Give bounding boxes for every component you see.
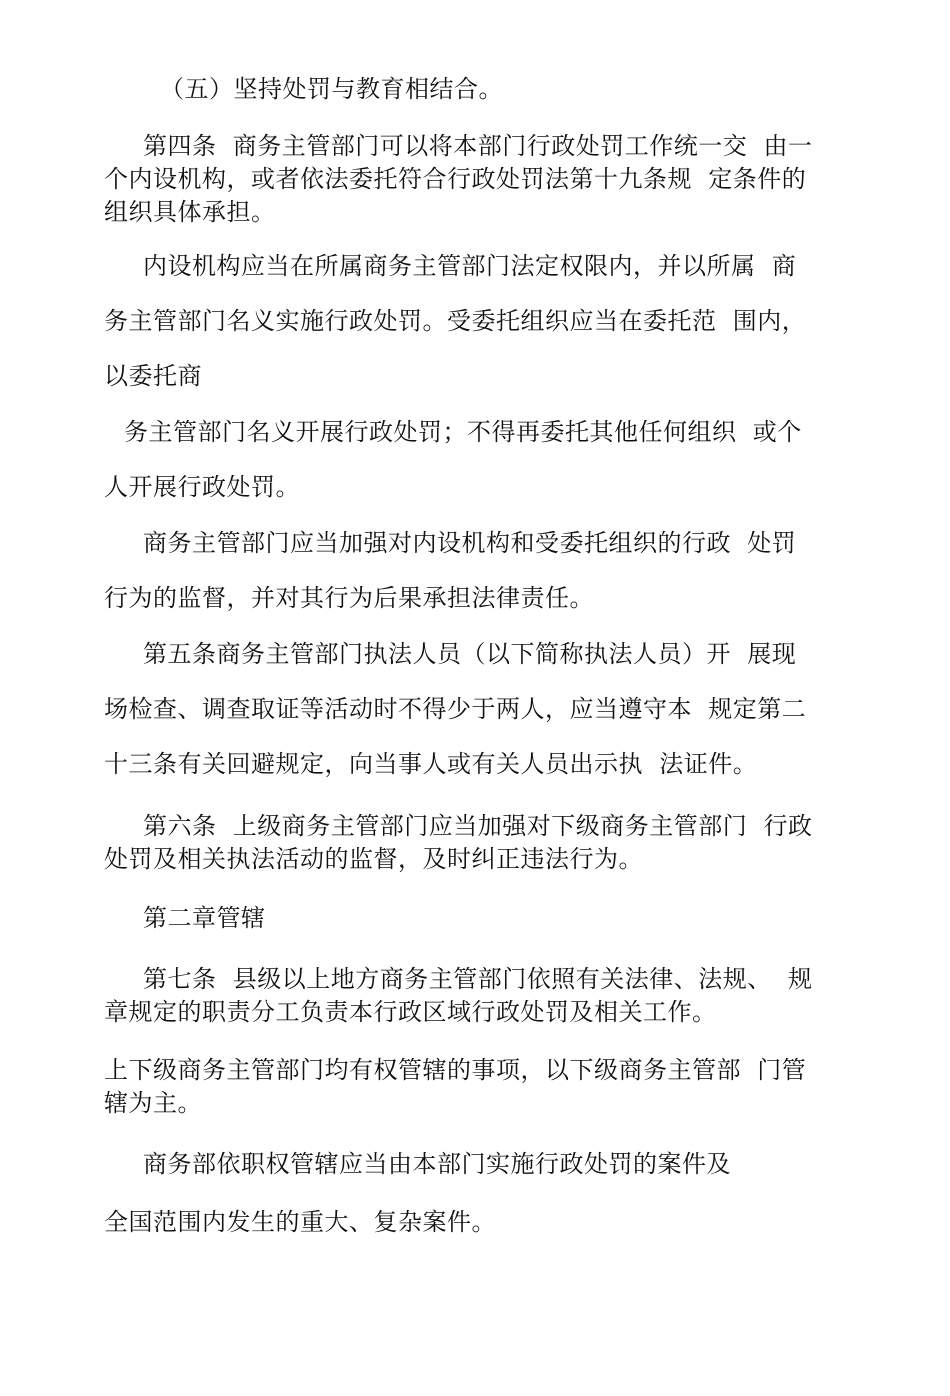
text-line: 场检查、调查取证等活动时不得少于两人，应当遵守本 规定第二 (104, 695, 807, 723)
text-line: 组织具体承担。 (104, 198, 276, 226)
text-line: 全国范围内发生的重大、复杂案件。 (104, 1208, 496, 1236)
text-line: 第七条 县级以上地方商务主管部门依照有关法律、法规、 规 (143, 965, 813, 993)
text-line: 以委托商 (104, 362, 202, 390)
text-line: 行为的监督，并对其行为后果承担法律责任。 (104, 584, 594, 612)
text-line: 商务主管部门应当加强对内设机构和受委托组织的行政 处罚 (143, 529, 797, 557)
text-line: 务主管部门名义实施行政处罚。受委托组织应当在委托范 围内， (104, 307, 807, 335)
section-heading: 第二章管辖 (143, 904, 266, 932)
text-line: 人开展行政处罚。 (104, 473, 300, 501)
text-line: 第六条 上级商务主管部门应当加强对下级商务主管部门 行政 (143, 812, 813, 840)
text-line: 个内设机构，或者依法委托符合行政处罚法第十九条规 定条件的 (104, 165, 807, 193)
text-line: 第四条 商务主管部门可以将本部门行政处罚工作统一交 由一 (143, 132, 813, 160)
text-line: 章规定的职责分工负责本行政区域行政处罚及相关工作。 (104, 998, 717, 1026)
text-line: 上下级商务主管部门均有权管辖的事项，以下级商务主管部 门管 (104, 1056, 807, 1084)
text-line: 辖为主。 (104, 1089, 202, 1117)
text-line: 商务部依职权管辖应当由本部门实施行政处罚的案件及 (143, 1150, 731, 1178)
text-line: 务主管部门名义开展行政处罚；不得再委托其他任何组织 或个 (124, 418, 802, 446)
text-line: 处罚及相关执法活动的监督，及时纠正违法行为。 (104, 845, 643, 873)
text-line: 十三条有关回避规定，向当事人或有关人员出示执 法证件。 (104, 750, 758, 778)
text-line: 第五条商务主管部门执法人员（以下简称执法人员）开 展现 (143, 640, 797, 668)
text-line: （五）坚持处罚与教育相结合。 (160, 75, 503, 103)
text-line: 内设机构应当在所属商务主管部门法定权限内，并以所属 商 (143, 252, 797, 280)
